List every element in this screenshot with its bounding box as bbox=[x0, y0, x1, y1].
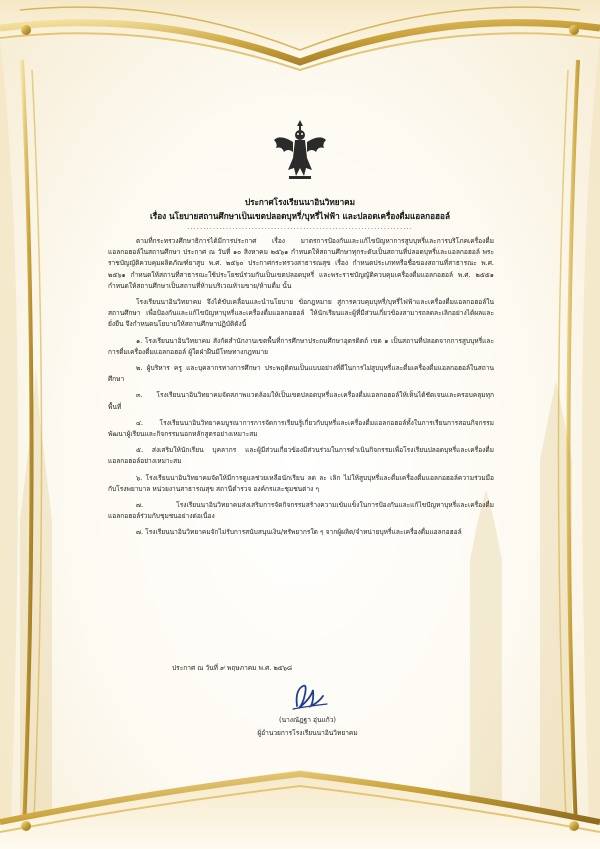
body-paragraph: โรงเรียนนาอินวิทยาคม จึงได้ขับเคลื่อนและนำนโยบาย ข้อกฎหมาย สู่การควบคุมบุหรี่/บุหรี่ไฟฟ้าและเครื่องดื่มแอลกอฮอล์ในสถานศึกษา เพื่อป้องกันและแก้ไขปัญหาบุหรี่และเครื่องดื่มแอลกอฮอล์ ให้นักเรียนและผู้ที่มีส่วนเกี่ยวข้องสามารถลดละเลิกอย่างได้ผลและยั่งยืน จึงกำหนดนโยบายให้สถานศึกษาปฏิบัติดังนี้ bbox=[108, 298, 494, 329]
announcement-date: ประกาศ ณ วันที่ ๙ พฤษภาคม พ.ศ. ๒๕๖๘ bbox=[172, 664, 293, 672]
policy-item: ๓. โรงเรียนนาอินวิทยาคมจัดสภาพแวดล้อมให้เป็นเขตปลอดบุหรี่และเครื่องดื่มแอลกอฮอล์ให้เห็นได้ชัดเจนและครอบคลุมทุกพื้นที่ bbox=[108, 391, 494, 411]
policy-item: ๗. โรงเรียนนาอินวิทยาคมส่งเสริมการจัดกิจกรรมสร้างความเข้มแข็งในการป้องกันและแก้ไขปัญหาบุหรี่และเครื่องดื่มแอลกอฮอล์ร่วมกับชุมชนอย่างต่อเนื่อง bbox=[108, 501, 494, 521]
signature-icon bbox=[289, 680, 329, 714]
signer-name: (นางณัฏฐา อุ่นแก้ว) bbox=[279, 716, 336, 724]
announcement-subject: เรื่อง นโยบายสถานศึกษาเป็นเขตปลอดบุหรี่/บุหรี่ไฟฟ้า และปลอดเครื่องดื่มแอลกอฮอล์ bbox=[150, 211, 450, 221]
announcement-body bbox=[108, 236, 494, 544]
body-paragraph: ตามที่กระทรวงศึกษาธิการได้มีการประกาศ เรื่อง มาตรการป้องกันและแก้ไขปัญหาการสูบบุหรี่และการบริโภคเครื่องดื่มแอลกอฮอล์ในสถานศึกษา ประกาศ ณ วันที่ ๑๐ สิงหาคม ๒๕๖๑ กำหนดให้สถานศึกษาทุกระดับเป็นสถานที่ปลอดบุหรี่และแอลกอฮอล์ พระราชบัญญัติควบคุมผลิตภัณฑ์ยาสูบ พ.ศ. ๒๕๖๐ ประกาศกระทรวงสาธารณสุข เรื่อง กำหนดประเภทหรือชื่อของสถานที่สาธารณะ พ.ศ. ๒๕๖๑ กำหนดให้สถานที่สาธารณะใช้ประโยชน์ร่วมกันเป็นเขตปลอดบุหรี่ และพระราชบัญญัติควบคุมเครื่องดื่มแอลกอฮอล์ พ.ศ. ๒๕๕๑ กำหนดให้สถานศึกษาเป็นสถานที่ห้ามบริเวณห้ามขาย/ห้ามดื่ม นั้น bbox=[108, 237, 494, 290]
policy-item: ๒. ผู้บริหาร ครู และบุคลากรทางการศึกษา ประพฤติตนเป็นแบบอย่างที่ดีในการไม่สูบบุหรี่และดื่มเครื่องดื่มแอลกอฮอล์ในสถานศึกษา bbox=[108, 364, 494, 384]
announcement-header bbox=[0, 196, 600, 232]
separator-line: ...................................................................... bbox=[187, 223, 413, 231]
policy-item: ๗. โรงเรียนนาอินวิทยาคมจักไม่รับการสนับสนุนเงิน/ทรัพยากรใด ๆ จากผู้ผลิต/จำหน่ายบุหรี่และเครื่องดื่มแอลกอฮอล์ bbox=[136, 528, 462, 537]
announcement-title: ประกาศโรงเรียนนาอินวิทยาคม bbox=[244, 197, 356, 207]
policy-item: ๖. โรงเรียนนาอินวิทยาคมจัดให้มีการดูแลช่วยเหลือนักเรียน ลด ละ เลิก ไม่ให้สูบบุหรี่และดื่มเครื่องดื่มแอลกอฮอล์ความร่วมมือกับโรงพยาบาล หน่วยงานสาธารณสุข สถานีตำรวจ องค์กรและชุมชนต่าง ๆ bbox=[108, 473, 494, 493]
policy-item: ๔. โรงเรียนนาอินวิทยาคมบูรณาการการจัดการเรียนรู้เกี่ยวกับบุหรี่และเครื่องดื่มแอลกอฮอล์ทั้งในการเรียนการสอนกิจกรรมพัฒนาผู้เรียนและกิจกรรมนอกหลักสูตรอย่างเหมาะสม bbox=[108, 418, 494, 439]
policy-item: ๑. โรงเรียนนาอินวิทยาคม สังกัดสำนักงานเขตพื้นที่การศึกษาประถมศึกษาอุตรดิตถ์ เขต ๑ เป็นสถานที่ปลอดจากการสูบบุหรี่และการดื่มเครื่องดื่มแอลกอฮอล์ ผู้ใดฝ่าฝืนมีโทษทางกฎหมาย bbox=[108, 336, 494, 356]
signer-position: ผู้อำนวยการโรงเรียนนาอินวิทยาคม bbox=[257, 729, 358, 737]
garuda-emblem-icon bbox=[272, 118, 328, 180]
policy-item: ๕. ส่งเสริมให้นักเรียน บุคลากร และผู้มีส่วนเกี่ยวข้องมีส่วนร่วมในการดำเนินกิจกรรมเพื่อโรงเรียนปลอดบุหรี่และเครื่องดื่มแอลกอฮอล์อย่างเหมาะสม bbox=[108, 446, 494, 466]
